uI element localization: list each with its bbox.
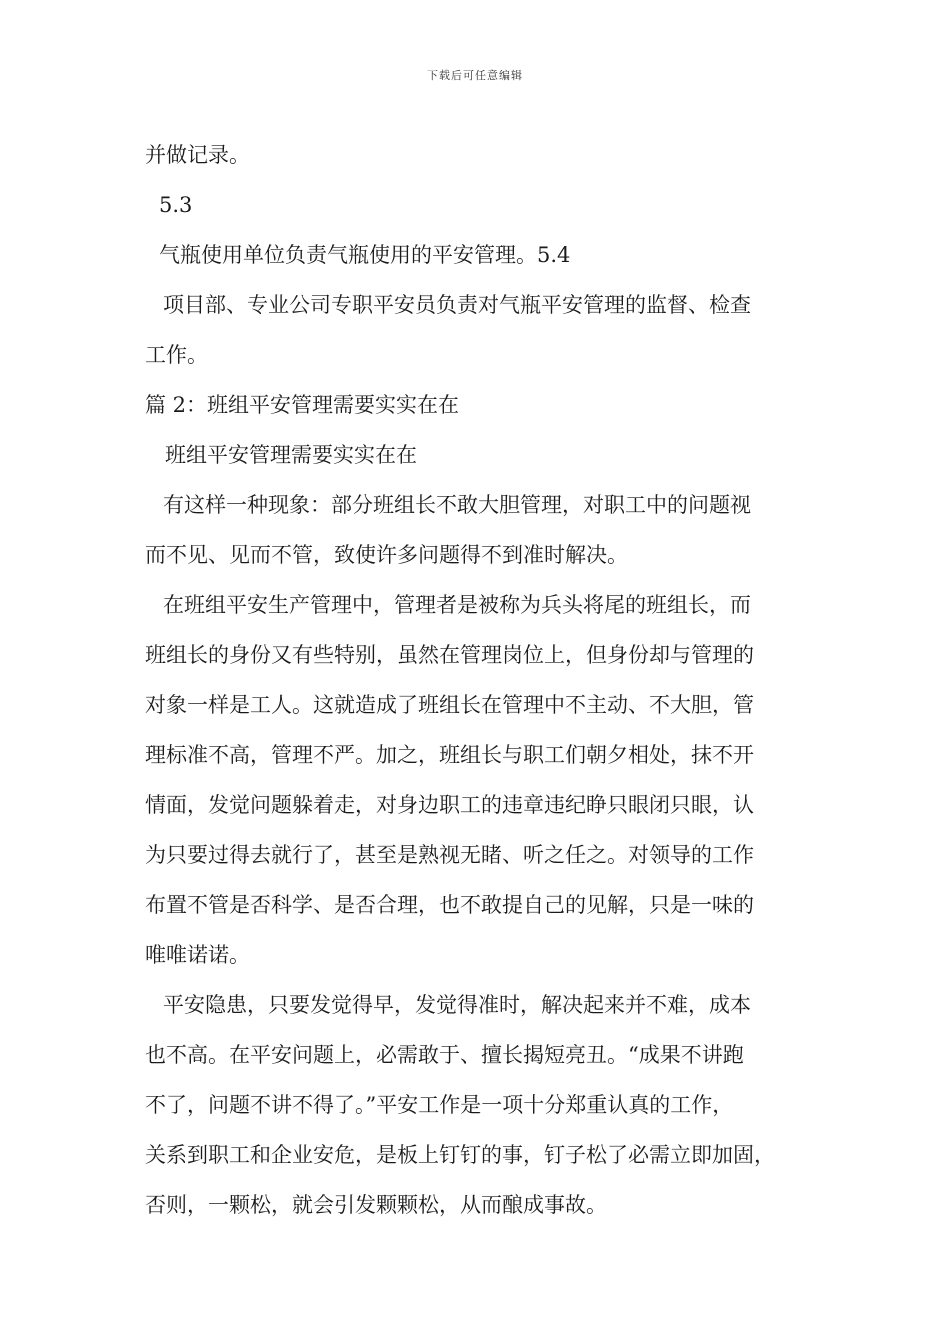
header-note: 下载后可任意编辑 [427, 69, 523, 82]
text-line: 否则，一颗松，就会引发颗颗松，从而酿成事故。 [145, 1193, 607, 1217]
text-line: 不了，问题不讲不得了。”平安工作是一项十分郑重认真的工作， [145, 1093, 734, 1117]
text-line: 也不高。在平安问题上，必需敢于、擅长揭短亮丑。“成果不讲跑 [145, 1043, 744, 1067]
text-line: 项目部、专业公司专职平安员负责对气瓶平安管理的监督、检查 [163, 293, 751, 317]
text-line: 平安隐患，只要发觉得早，发觉得准时，解决起来并不难，成本 [163, 993, 751, 1017]
text-line: 理标准不高，管理不严。加之，班组长与职工们朝夕相处，抹不开 [145, 743, 754, 767]
text-line: 工作。 [145, 343, 208, 367]
text-line: 唯唯诺诺。 [145, 943, 250, 967]
text-line: 情面，发觉问题躲着走，对身边职工的违章违纪睁只眼闭只眼，认 [145, 793, 754, 817]
text-line: 在班组平安生产管理中，管理者是被称为兵头将尾的班组长，而 [163, 593, 751, 617]
text-line: 有这样一种现象：部分班组长不敢大胆管理，对职工中的问题视 [163, 493, 751, 517]
chapter-heading: 篇 2：班组平安管理需要实实在在 [145, 393, 460, 417]
text-line: 关系到职工和企业安危，是板上钉钉的事，钉子松了必需立即加固， [145, 1143, 775, 1167]
text-line: 并做记录。 [145, 143, 250, 167]
text-line: 为只要过得去就行了，甚至是熟视无睹、听之任之。对领导的工作 [145, 843, 754, 867]
document-body [145, 130, 825, 1230]
text-line: 而不见、见而不管，致使许多问题得不到准时解决。 [145, 543, 628, 567]
text-line: 班组长的身份又有些特别，虽然在管理岗位上，但身份却与管理的 [145, 643, 754, 667]
text-line: 气瓶使用单位负责气瓶使用的平安管理。5.4 [159, 243, 571, 267]
section-number: 5.3 [159, 193, 193, 217]
text-line: 对象一样是工人。这就造成了班组长在管理中不主动、不大胆，管 [145, 693, 754, 717]
article-title: 班组平安管理需要实实在在 [165, 443, 417, 467]
text-line: 布置不管是否科学、是否合理，也不敢提自己的见解，只是一味的 [145, 893, 754, 917]
